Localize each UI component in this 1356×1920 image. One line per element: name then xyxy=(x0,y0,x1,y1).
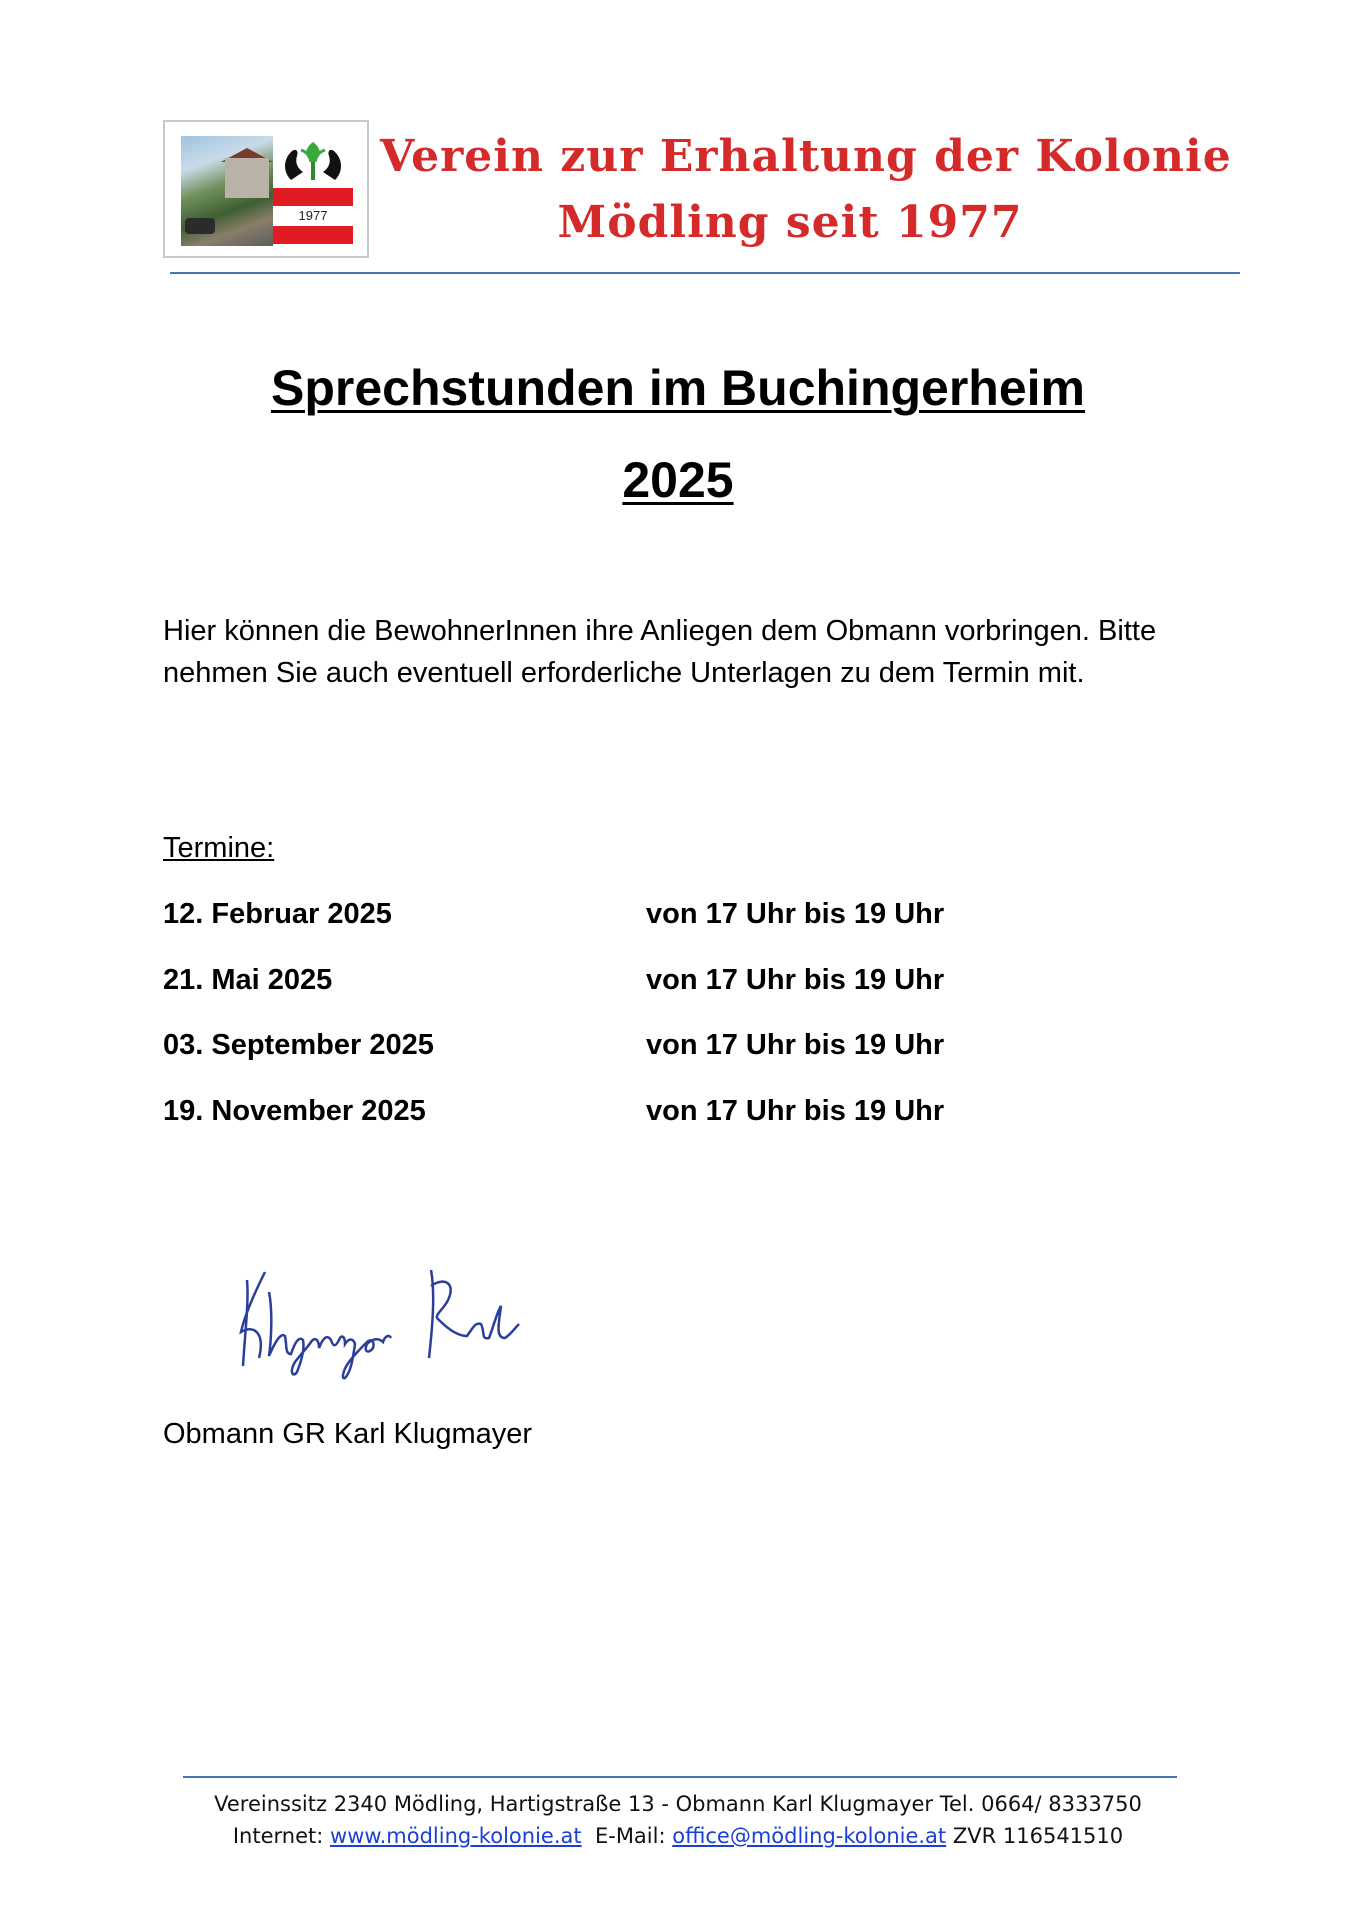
termin-date: 19. November 2025 xyxy=(163,1095,426,1127)
logo-year: 1977 xyxy=(273,206,353,226)
logo-photo xyxy=(181,136,273,246)
email-label: E-Mail: xyxy=(594,1824,666,1848)
termin-row xyxy=(163,1025,1163,1065)
termin-row xyxy=(163,1091,1163,1131)
logo-emblem xyxy=(273,136,353,246)
termin-date: 03. September 2025 xyxy=(163,1029,434,1061)
termin-time: von 17 Uhr bis 19 Uhr xyxy=(646,964,945,996)
header-divider xyxy=(170,272,1240,274)
intro-text: Hier können die BewohnerInnen ihre Anliegen dem Obmann vorbringen. Bitte nehmen Sie auch eventuell erforderliche Unterlagen zu dem Termin mit. xyxy=(163,615,1157,689)
termin-date: 12. Februar 2025 xyxy=(163,898,392,930)
termin-time: von 17 Uhr bis 19 Uhr xyxy=(646,898,945,930)
termine-label: Termine: xyxy=(163,832,275,864)
org-title xyxy=(380,124,1232,256)
internet-label: Internet: xyxy=(232,1824,324,1848)
footer-divider xyxy=(183,1776,1177,1778)
termin-date: 21. Mai 2025 xyxy=(163,964,333,996)
footer-address: Vereinssitz 2340 Mödling, Hartigstraße 13 - Obmann Karl Klugmayer Tel. 0664/ 8333750 xyxy=(214,1792,1142,1816)
logo xyxy=(163,120,369,258)
termin-time: von 17 Uhr bis 19 Uhr xyxy=(646,1029,945,1061)
footer-contact xyxy=(0,1820,1356,1852)
zvr-number: ZVR 116541510 xyxy=(952,1824,1124,1848)
signature xyxy=(235,1262,535,1382)
footer xyxy=(0,1788,1356,1852)
website-link[interactable]: www.mödling-kolonie.at xyxy=(330,1824,582,1848)
org-title-line1: Verein zur Erhaltung der Kolonie xyxy=(380,131,1232,182)
hands-tree-icon xyxy=(273,136,353,186)
page-year: 2025 xyxy=(622,452,734,508)
termin-row xyxy=(163,960,1163,1000)
org-title-line2: Mödling seit 1977 xyxy=(557,197,1023,248)
termin-time: von 17 Uhr bis 19 Uhr xyxy=(646,1095,945,1127)
termin-row xyxy=(163,894,1163,934)
email-link[interactable]: office@mödling-kolonie.at xyxy=(672,1824,947,1848)
signer-name: Obmann GR Karl Klugmayer xyxy=(163,1418,533,1450)
page-title: Sprechstunden im Buchingerheim xyxy=(270,360,1085,416)
